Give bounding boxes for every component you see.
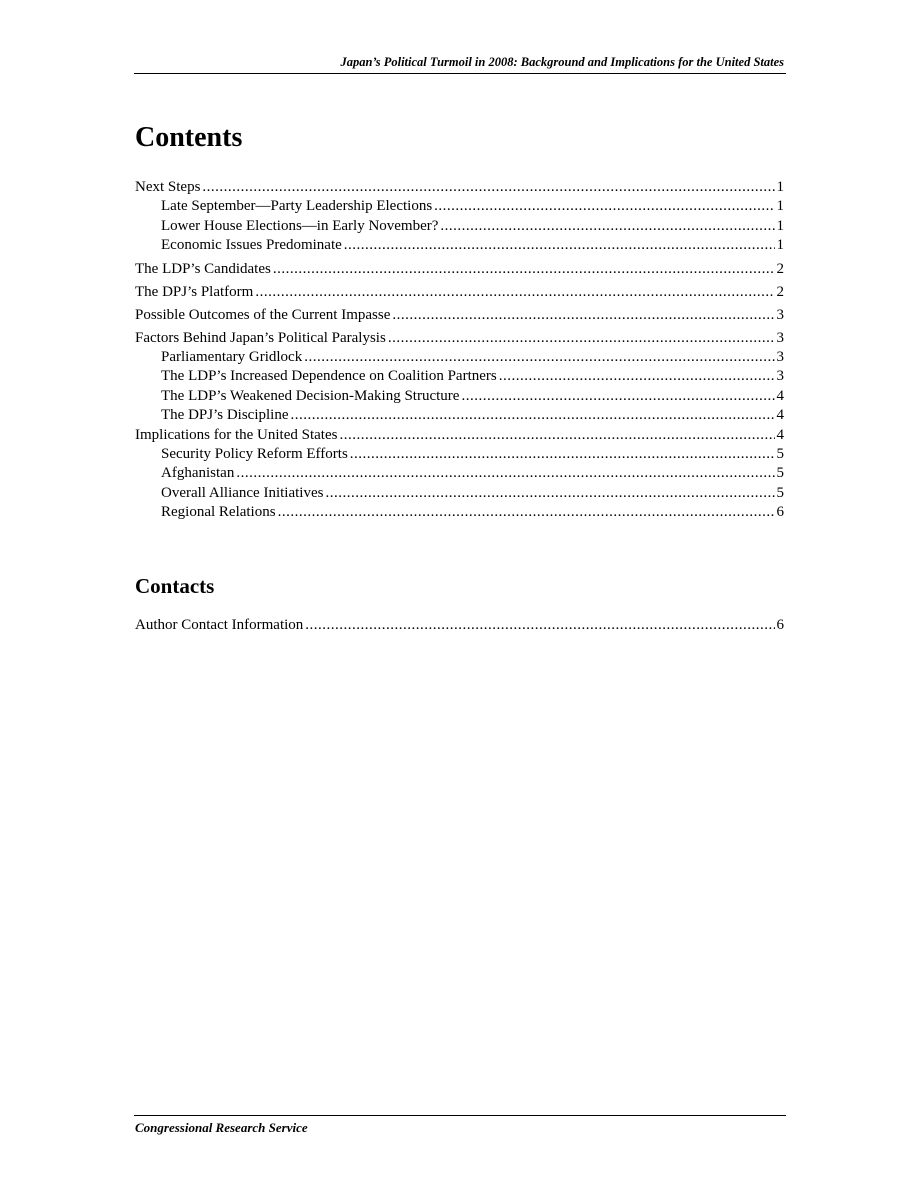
toc-leader-dots [325, 484, 774, 503]
toc-entry-page: 4 [776, 387, 784, 404]
toc-entry-decision-making[interactable] [135, 387, 784, 407]
toc-entry-page: 5 [776, 484, 784, 501]
toc-entry-coalition-partners[interactable] [135, 367, 784, 387]
toc-entry-page: 2 [776, 260, 784, 277]
toc-entry-label: Regional Relations [161, 504, 276, 520]
toc-entry-regional-relations[interactable] [135, 503, 784, 523]
toc-entry-page: 6 [776, 504, 784, 520]
footer-text: Congressional Research Service [135, 1120, 308, 1135]
toc-entry-page: 3 [776, 348, 784, 365]
toc-entry-label: Next Steps [135, 179, 201, 195]
toc-entry-label: Lower House Elections—in Early November? [161, 217, 439, 234]
toc-leader-dots [344, 236, 775, 255]
toc-entry-label: The LDP’s Increased Dependence on Coalition Partners [161, 368, 497, 384]
toc-leader-dots [291, 406, 775, 425]
toc-entry-economic-issues[interactable] [135, 236, 784, 256]
toc-entry-parliamentary-gridlock[interactable] [135, 348, 784, 368]
table-of-contents [135, 178, 784, 523]
toc-leader-dots [392, 306, 774, 325]
toc-entry-page: 1 [776, 217, 784, 234]
toc-leader-dots [305, 616, 774, 635]
toc-entry-ldp-candidates[interactable] [135, 260, 784, 279]
toc-entry-implications[interactable] [135, 426, 784, 445]
toc-entry-page: 4 [776, 407, 784, 423]
toc-leader-dots [461, 387, 774, 406]
toc-leader-dots [440, 217, 774, 236]
header-title: Japan’s Political Turmoil in 2008: Background and Implications for the United States [340, 55, 784, 69]
toc-entry-label: The LDP’s Weakened Decision-Making Structure [161, 387, 460, 404]
toc-entry-page: 2 [776, 283, 784, 300]
toc-entry-label: Factors Behind Japan’s Political Paralysis [135, 329, 386, 346]
toc-leader-dots [278, 503, 775, 522]
toc-entry-page: 5 [776, 445, 784, 462]
toc-leader-dots [350, 445, 775, 464]
toc-entry-label: Possible Outcomes of the Current Impasse [135, 306, 391, 323]
toc-entry-label: The DPJ’s Platform [135, 283, 254, 300]
toc-entry-page: 6 [776, 617, 784, 633]
toc-entry-lower-house-elections[interactable] [135, 217, 784, 237]
toc-entry-label: Overall Alliance Initiatives [161, 484, 324, 501]
toc-entry-label: Implications for the United States [135, 426, 338, 443]
toc-entry-page: 1 [776, 179, 784, 195]
contacts-list [135, 616, 784, 635]
toc-leader-dots [236, 464, 774, 483]
toc-entry-afghanistan[interactable] [135, 464, 784, 484]
toc-entry-page: 3 [776, 368, 784, 384]
toc-entry-label: Afghanistan [161, 465, 235, 481]
contacts-heading: Contacts [135, 574, 215, 598]
toc-entry-factors-behind[interactable] [135, 329, 784, 348]
toc-entry-next-steps[interactable] [135, 178, 784, 197]
toc-entry-page: 3 [776, 329, 784, 346]
toc-entry-dpj-discipline[interactable] [135, 406, 784, 426]
toc-entry-label: Late September—Party Leadership Elections [161, 198, 433, 214]
toc-entry-label: Security Policy Reform Efforts [161, 445, 348, 462]
toc-entry-security-policy[interactable] [135, 445, 784, 465]
toc-leader-dots [202, 178, 774, 197]
toc-entry-page: 3 [776, 306, 784, 323]
toc-entry-late-september[interactable] [135, 197, 784, 217]
toc-entry-label: The DPJ’s Discipline [161, 407, 289, 423]
toc-leader-dots [434, 197, 774, 216]
toc-entry-page: 4 [776, 426, 784, 443]
toc-entry-label: Parliamentary Gridlock [161, 348, 303, 365]
toc-leader-dots [273, 260, 775, 279]
toc-entry-possible-outcomes[interactable] [135, 306, 784, 325]
toc-entry-alliance-initiatives[interactable] [135, 484, 784, 504]
toc-entry-label: Author Contact Information [135, 617, 304, 633]
toc-leader-dots [339, 426, 774, 445]
toc-leader-dots [499, 367, 775, 386]
running-footer [134, 1115, 786, 1135]
toc-leader-dots [255, 283, 774, 302]
toc-entry-page: 1 [776, 198, 784, 214]
toc-entry-label: Economic Issues Predominate [161, 237, 342, 253]
toc-entry-label: The LDP’s Candidates [135, 260, 271, 277]
contents-heading: Contents [135, 122, 243, 153]
toc-entry-dpj-platform[interactable] [135, 283, 784, 302]
running-header [134, 53, 786, 74]
toc-leader-dots [304, 348, 774, 367]
toc-entry-author-contact[interactable] [135, 616, 784, 635]
toc-entry-page: 1 [776, 237, 784, 253]
toc-leader-dots [388, 329, 775, 348]
toc-entry-page: 5 [776, 465, 784, 481]
